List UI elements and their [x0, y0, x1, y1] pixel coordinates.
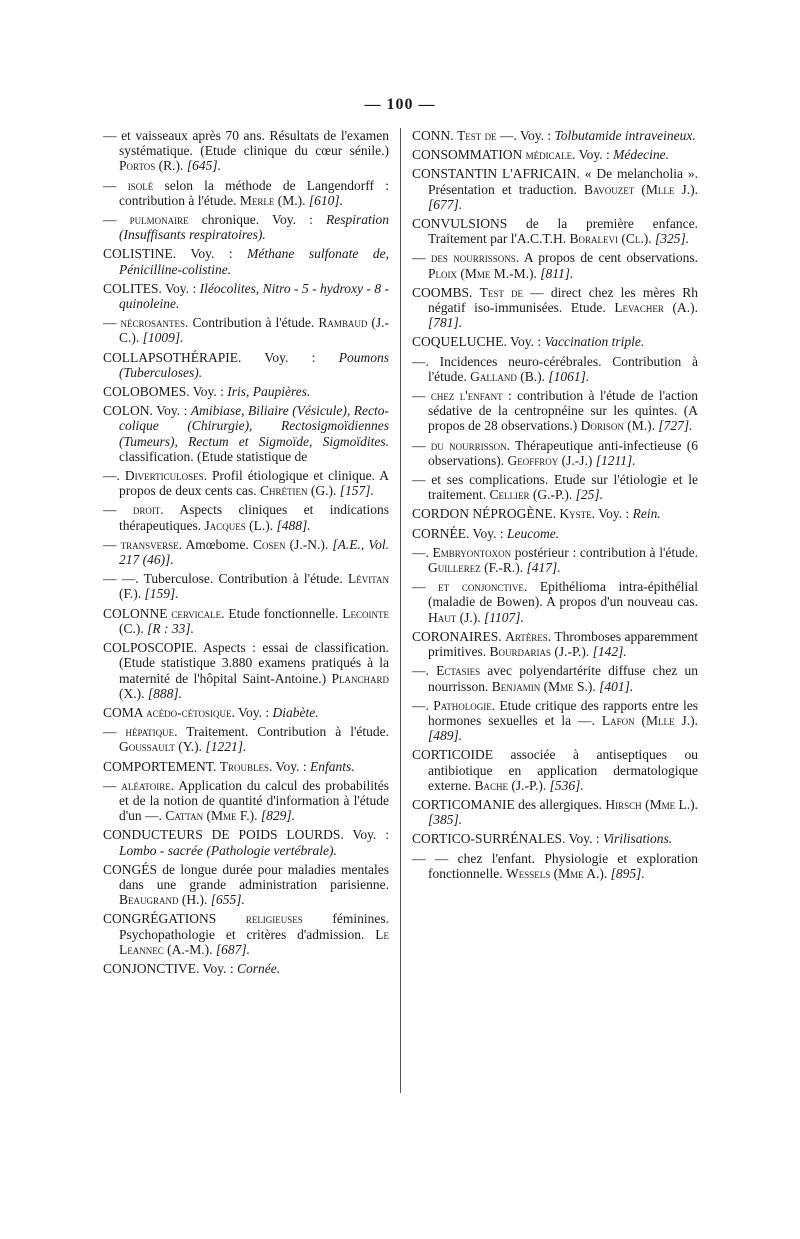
entry-text: Embryontoxon: [432, 544, 512, 560]
index-entry: [103, 961, 389, 976]
entry-text: Vaccination triple.: [544, 334, 645, 350]
entry-text: Iris, Paupières.: [227, 384, 311, 400]
index-entry: [103, 571, 389, 601]
index-entry: [412, 334, 698, 349]
entry-text: Chrétien (G.).: [259, 483, 340, 499]
entry-text: . Voy. :: [572, 147, 614, 163]
entry-text: CONSOMMATION: [412, 147, 526, 163]
entry-text: CORNÉE. Voy. :: [412, 525, 508, 541]
entry-text: Pathologie: [433, 697, 492, 713]
entry-text: Poumons (Tuberculoses).: [119, 349, 389, 380]
entry-text: Beaugrand (H.).: [119, 892, 211, 908]
entry-text: —: [103, 212, 130, 228]
entry-text: COLISTINE. Voy. :: [103, 246, 248, 262]
entry-text: . Voy. :: [591, 506, 633, 522]
entry-text: [488].: [276, 517, 311, 533]
entry-text: [687].: [215, 941, 250, 957]
entry-text: [25].: [575, 487, 603, 503]
entry-text: —.: [412, 663, 437, 679]
entry-text: Ploix (Mme M.-M.).: [428, 265, 541, 281]
entry-text: [655].: [210, 892, 245, 908]
index-entry: [412, 851, 698, 881]
entry-text: Levacher (A.).: [614, 300, 699, 316]
index-entry: [103, 212, 389, 242]
entry-text: [489].: [428, 728, 463, 744]
entry-text: COOMBS.: [412, 284, 480, 300]
index-entry: [103, 281, 389, 311]
left-column: [103, 128, 389, 980]
entry-text: . Etude critique des rapports entre les hormones sexuelles et la —.: [428, 697, 699, 728]
entry-text: hépatique: [125, 724, 175, 740]
entry-text: [829].: [260, 808, 296, 824]
entry-text: —: [103, 177, 128, 193]
entry-text: CORDON NÉPROGÈNE.: [412, 506, 560, 522]
entry-text: acédo-cétosique: [146, 704, 232, 720]
entry-text: CORONAIRES.: [412, 628, 506, 644]
index-entry: [103, 350, 389, 380]
entry-text: [325].: [655, 231, 690, 247]
entry-text: Médecine.: [613, 147, 669, 163]
index-entry: [103, 724, 389, 754]
entry-text: [1107].: [484, 609, 524, 625]
index-entry: [103, 606, 389, 636]
index-entry: [412, 166, 698, 212]
entry-text: [1221].: [205, 739, 247, 755]
entry-text: Wessels (Mme A.).: [505, 865, 611, 881]
entry-text: médicale: [525, 147, 573, 163]
entry-text: . Etude fonctionnelle.: [221, 605, 343, 621]
entry-text: — —. Tuberculose. Contribution à l'étude.: [103, 571, 348, 587]
index-entry: [412, 250, 698, 280]
entry-text: . Contribution à l'étude.: [185, 315, 319, 331]
entry-text: chronique. Voy. :: [188, 212, 326, 228]
entry-text: Cosen (J.-N.).: [252, 536, 333, 552]
entry-text: avec polyendartérite diffuse chez un nourrisson.: [428, 663, 698, 694]
entry-text: [R : 33].: [147, 620, 194, 636]
index-entry: [412, 545, 698, 575]
entry-text: Diverticuloses: [124, 468, 204, 484]
right-column: [412, 128, 698, 885]
index-entry: [103, 403, 389, 464]
entry-text: Benjamin (Mme S.).: [491, 678, 600, 694]
entry-text: [385].: [428, 812, 463, 828]
entry-text: Bache (J.-P.).: [474, 777, 550, 793]
entry-text: Test de: [457, 128, 497, 143]
index-entry: [103, 384, 389, 399]
entry-text: Galland (B.).: [470, 368, 549, 384]
entry-text: Hirsch (Mme L.).: [605, 796, 699, 812]
entry-text: [142].: [592, 644, 627, 660]
index-entry: [103, 315, 389, 345]
entry-text: — et ses complications. Etude sur l'étiologie et le traitement.: [412, 472, 698, 503]
entry-text: COQUELUCHE. Voy. :: [412, 334, 545, 350]
entry-text: . Aspects cliniques et indications thérapeutiques.: [119, 502, 389, 533]
entry-text: Lafon (Mlle J.).: [601, 712, 698, 728]
entry-text: Geoffroy (J.-J.): [507, 452, 596, 468]
entry-text: Iléocolites, Nitro - 5 - hydroxy - 8 - quinoleine.: [119, 280, 389, 312]
index-entry: [103, 246, 389, 276]
index-entry: [103, 827, 389, 857]
entry-text: —: [103, 315, 121, 331]
entry-text: —. Voy. :: [496, 128, 555, 143]
entry-text: Merle (M.).: [239, 192, 309, 208]
entry-text: Goussault (Y.).: [119, 739, 206, 755]
entry-text: [781].: [428, 315, 463, 331]
index-entry: [103, 537, 389, 567]
entry-text: Le Leannec (A.-M.).: [119, 926, 389, 957]
entry-text: CONGRÉGATIONS: [103, 911, 246, 927]
index-entry: [412, 747, 698, 793]
entry-text: CONN.: [412, 128, 458, 143]
entry-text: Cornée.: [237, 960, 281, 976]
entry-text: Rein.: [632, 506, 661, 522]
index-entry: [412, 629, 698, 659]
index-entry: [103, 502, 389, 532]
entry-text: [1009].: [142, 330, 184, 346]
entry-text: Cellier (G.-P.).: [489, 487, 576, 503]
entry-text: Leucome.: [507, 525, 560, 541]
entry-text: féminines. Psychopathologie et critères d'admission.: [119, 911, 389, 942]
entry-text: et conjonctive: [438, 579, 524, 595]
entry-text: . Amœbome.: [178, 536, 253, 552]
index-entry: [412, 216, 698, 246]
entry-text: aléatoire: [121, 777, 171, 793]
entry-text: —: [103, 502, 133, 518]
entry-text: —: [103, 536, 121, 552]
entry-text: Planchard (X.).: [119, 670, 389, 701]
entry-text: postérieur : contribution à l'étude.: [511, 544, 698, 560]
entry-text: [1211].: [595, 452, 636, 468]
entry-text: Artères: [505, 628, 548, 644]
entry-text: COLPOSCOPIE. Aspects : essai de classification. (Etude statistique 3.880 examens pratiqués à la maternité de l'hôpital Saint-Antoine.): [103, 640, 389, 686]
entry-text: chez l'enfant: [430, 388, 503, 404]
entry-text: CONGÉS de longue durée pour maladies mentales dans une grande administration parisienne.: [103, 861, 389, 892]
index-entry: [412, 438, 698, 468]
entry-text: Virilisations.: [602, 831, 673, 847]
index-entry: [412, 506, 698, 521]
index-entry: [412, 354, 698, 384]
index-entry: [103, 862, 389, 908]
entry-text: cervicale: [171, 605, 222, 621]
entry-text: des nourrissons: [430, 250, 516, 266]
entry-text: [727].: [658, 418, 693, 434]
entry-text: [417].: [526, 560, 561, 576]
entry-text: CORTICOMANIE des allergiques.: [412, 796, 606, 812]
entry-text: [536].: [549, 777, 584, 793]
entry-text: — direct chez les mères Rh négatif iso-immunisées. Etude.: [428, 284, 698, 316]
entry-text: Portos (R.).: [119, 158, 187, 174]
index-entry: [103, 759, 389, 774]
entry-text: Cattan (Mme F.).: [165, 808, 261, 824]
entry-text: Amibiase, Biliaire (Vésicule), Recto-colique (Chirurgie), Rectosigmoïdiennes (Tumeurs), Rectum et Sigmoïde, Sigmoïdites.: [119, 403, 390, 449]
entry-text: [157].: [339, 483, 374, 499]
entry-text: . Voy. :: [231, 704, 273, 720]
entry-text: Troubles: [219, 758, 269, 774]
entry-text: . Thérapeutique anti-infectieuse (6 observations).: [428, 437, 699, 468]
entry-text: Test de: [479, 284, 523, 300]
entry-text: —: [103, 724, 126, 740]
entry-text: — et vaisseaux après 70 ans. Résultats de l'examen systématique. (Etude clinique du cœur sénile.): [103, 128, 389, 159]
index-entry: [103, 640, 389, 701]
entry-text: Kyste: [559, 506, 592, 522]
entry-text: isolé: [127, 177, 154, 193]
entry-text: du nourrisson: [430, 437, 507, 453]
entry-text: . Traitement. Contribution à l'étude.: [174, 724, 390, 740]
entry-text: —.: [103, 468, 125, 484]
entry-text: COMA: [103, 704, 147, 720]
entry-text: Bourdarias (J.-P.).: [489, 644, 593, 660]
entry-text: religieuses: [245, 911, 303, 927]
entry-text: [A.E., Vol. 217 (46)].: [119, 536, 390, 568]
entry-text: Guillerez (F.-R.).: [428, 560, 527, 576]
entry-text: COLONNE: [103, 605, 172, 621]
entry-text: CONVULSIONS de la première enfance. Traitement par l'A.C.T.H.: [412, 216, 698, 247]
entry-text: [159].: [144, 586, 179, 602]
entry-text: [895].: [610, 865, 645, 881]
entry-text: COMPORTEMENT.: [103, 758, 220, 774]
entry-text: . Application du calcul des probabilités et de la notion de quantité d'information à l'étude d'un —.: [119, 777, 389, 824]
entry-text: —: [412, 250, 431, 266]
entry-text: . Voy. :: [268, 758, 310, 774]
entry-text: Rambaud (J.-C.).: [119, 315, 389, 346]
entry-text: [888].: [147, 685, 183, 701]
entry-text: Ectasies: [436, 663, 481, 679]
entry-text: Lombo - sacrée (Pathologie vertébrale).: [119, 842, 337, 858]
index-entry: [103, 911, 389, 957]
entry-text: Tolbutamide intraveineux.: [554, 128, 696, 143]
entry-text: COLLAPSOTHÉRAPIE. Voy. :: [103, 349, 339, 365]
index-entry: [412, 526, 698, 541]
entry-text: . A propos de cent observations.: [515, 250, 698, 266]
entry-text: CONSTANTIN L'AFRICAIN. « De melancholia ». Présentation et traduction.: [412, 166, 698, 197]
index-entry: [103, 468, 389, 498]
index-entry: [103, 705, 389, 720]
entry-text: : contribution à l'étude de l'action sédative de la centropnéine sur les quintes. (A propos de 28 observations.): [428, 388, 699, 434]
entry-text: . Thromboses apparemment primitives.: [428, 628, 699, 660]
entry-text: —: [103, 777, 122, 793]
entry-text: — — chez l'enfant. Physiologie et exploration fonctionnelle.: [412, 850, 698, 881]
entry-text: CORTICO-SURRÉNALES. Voy. :: [412, 831, 603, 847]
index-entry: [412, 831, 698, 846]
index-entry: [103, 778, 389, 824]
entry-text: Bavouzet (Mlle J.).: [583, 181, 698, 197]
entry-text: Haut (J.).: [428, 609, 484, 625]
index-entry: [412, 388, 698, 434]
entry-text: [610].: [308, 192, 344, 208]
entry-text: [401].: [599, 678, 634, 694]
index-entry: [412, 285, 698, 331]
entry-text: COLOBOMES. Voy. :: [103, 384, 228, 400]
entry-text: Lévitan (F.).: [119, 571, 389, 602]
index-entry: [412, 663, 698, 693]
entry-text: droit: [132, 502, 161, 518]
entry-text: Enfants.: [309, 758, 355, 774]
entry-text: [1061].: [548, 368, 590, 384]
entry-text: transverse: [120, 536, 179, 552]
entry-text: CONJONCTIVE. Voy. :: [103, 960, 238, 976]
entry-text: COLITES. Voy. :: [103, 280, 200, 296]
entry-text: [645].: [186, 158, 221, 174]
index-entry: [103, 178, 389, 208]
entry-text: classification. (Etude statistique de: [119, 448, 308, 464]
entry-text: nécrosantes: [120, 315, 186, 331]
index-entry: [412, 147, 698, 162]
entry-text: COLON. Voy. :: [103, 403, 191, 419]
entry-text: Dorison (M.).: [580, 418, 659, 434]
entry-text: [677].: [428, 196, 463, 212]
index-entry: [103, 128, 389, 174]
entry-text: . Epithélioma intra-épithélial (maladie de Bowen). A propos d'un nouveau cas.: [428, 579, 699, 610]
entry-text: Respiration (Insuffisants respiratoires).: [119, 212, 389, 243]
entry-text: —: [412, 579, 439, 595]
entry-text: [811].: [540, 265, 574, 281]
entry-text: —.: [412, 544, 433, 560]
entry-text: Méthane sulfonate de, Pénicilline-colistine.: [119, 246, 389, 277]
index-entry: [412, 472, 698, 502]
entry-text: Diabète.: [272, 704, 319, 720]
entry-text: selon la méthode de Langendorff : contribution à l'étude.: [119, 177, 390, 208]
index-entry: [412, 698, 698, 744]
entry-text: Boralevi (Cl.).: [569, 231, 656, 247]
entry-text: —: [412, 437, 431, 453]
index-entry: [412, 797, 698, 827]
column-divider: [400, 128, 401, 1093]
entry-text: . Profil étiologique et clinique. A propos de deux cents cas.: [119, 468, 389, 499]
index-entry: [412, 579, 698, 625]
entry-text: —. Incidences neuro-cérébrales. Contribution à l'étude.: [412, 353, 698, 384]
index-entry: [412, 128, 698, 143]
entry-text: pulmonaire: [129, 212, 189, 228]
page-number: — 100 —: [364, 96, 436, 113]
entry-text: CONDUCTEURS DE POIDS LOURDS. Voy. :: [103, 827, 389, 843]
entry-text: CORTICOIDE associée à antiseptiques ou antibiotique en application dermatologique externe.: [412, 747, 698, 793]
entry-text: —.: [412, 697, 434, 713]
entry-text: Jacques (L.).: [204, 517, 277, 533]
entry-text: Lecointe (C.).: [119, 605, 389, 636]
entry-text: —: [412, 388, 431, 404]
